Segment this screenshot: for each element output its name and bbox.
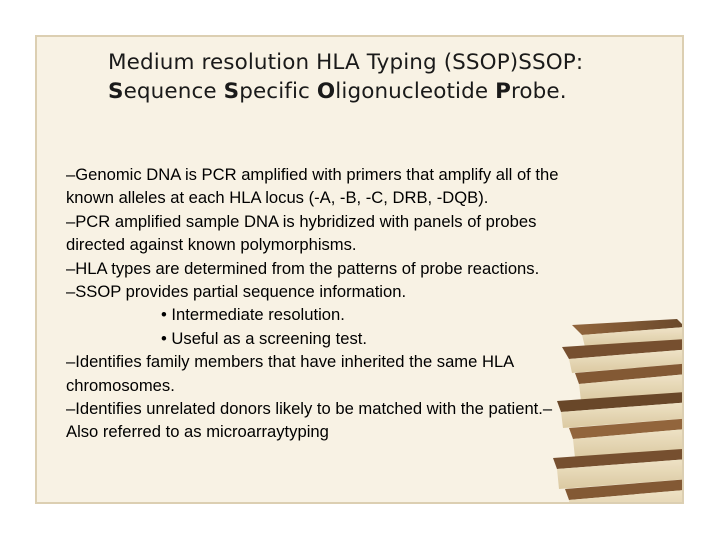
title-part: P bbox=[495, 79, 511, 104]
title-part: pecific bbox=[239, 79, 317, 104]
body-line: Also referred to as microarraytyping bbox=[66, 422, 329, 442]
slide-title bbox=[108, 48, 668, 106]
title-part: equence bbox=[123, 79, 224, 104]
body-line: –Identifies family members that have inherited the same HLA bbox=[66, 352, 515, 372]
bullet-item: • Useful as a screening test. bbox=[161, 328, 367, 348]
title-part: S bbox=[223, 79, 240, 104]
bullet-item: • Intermediate resolution. bbox=[161, 305, 345, 325]
body-line: –Genomic DNA is PCR amplified with primers that amplify all of the bbox=[66, 165, 559, 184]
title-line-2 bbox=[108, 77, 668, 106]
title-part: S bbox=[108, 79, 124, 104]
title-part: ligonucleotide bbox=[335, 79, 496, 104]
body-line: known alleles at each HLA locus (-A, -B, -C, DRB, -DQB). bbox=[66, 188, 489, 208]
body-line: chromosomes. bbox=[66, 375, 175, 395]
slide-body bbox=[66, 163, 676, 444]
body-line: –HLA types are determined from the patterns of probe reactions. bbox=[66, 258, 540, 278]
body-line: directed against known polymorphisms. bbox=[66, 235, 357, 255]
title-part: robe. bbox=[510, 79, 567, 104]
body-line: –PCR amplified sample DNA is hybridized with panels of probes bbox=[66, 211, 537, 231]
body-line: –Identifies unrelated donors likely to be matched with the patient.– bbox=[66, 399, 553, 419]
title-line-1: Medium resolution HLA Typing (SSOP)SSOP: bbox=[108, 50, 584, 75]
title-part: O bbox=[316, 79, 336, 104]
body-line: –SSOP provides partial sequence information. bbox=[66, 282, 407, 302]
